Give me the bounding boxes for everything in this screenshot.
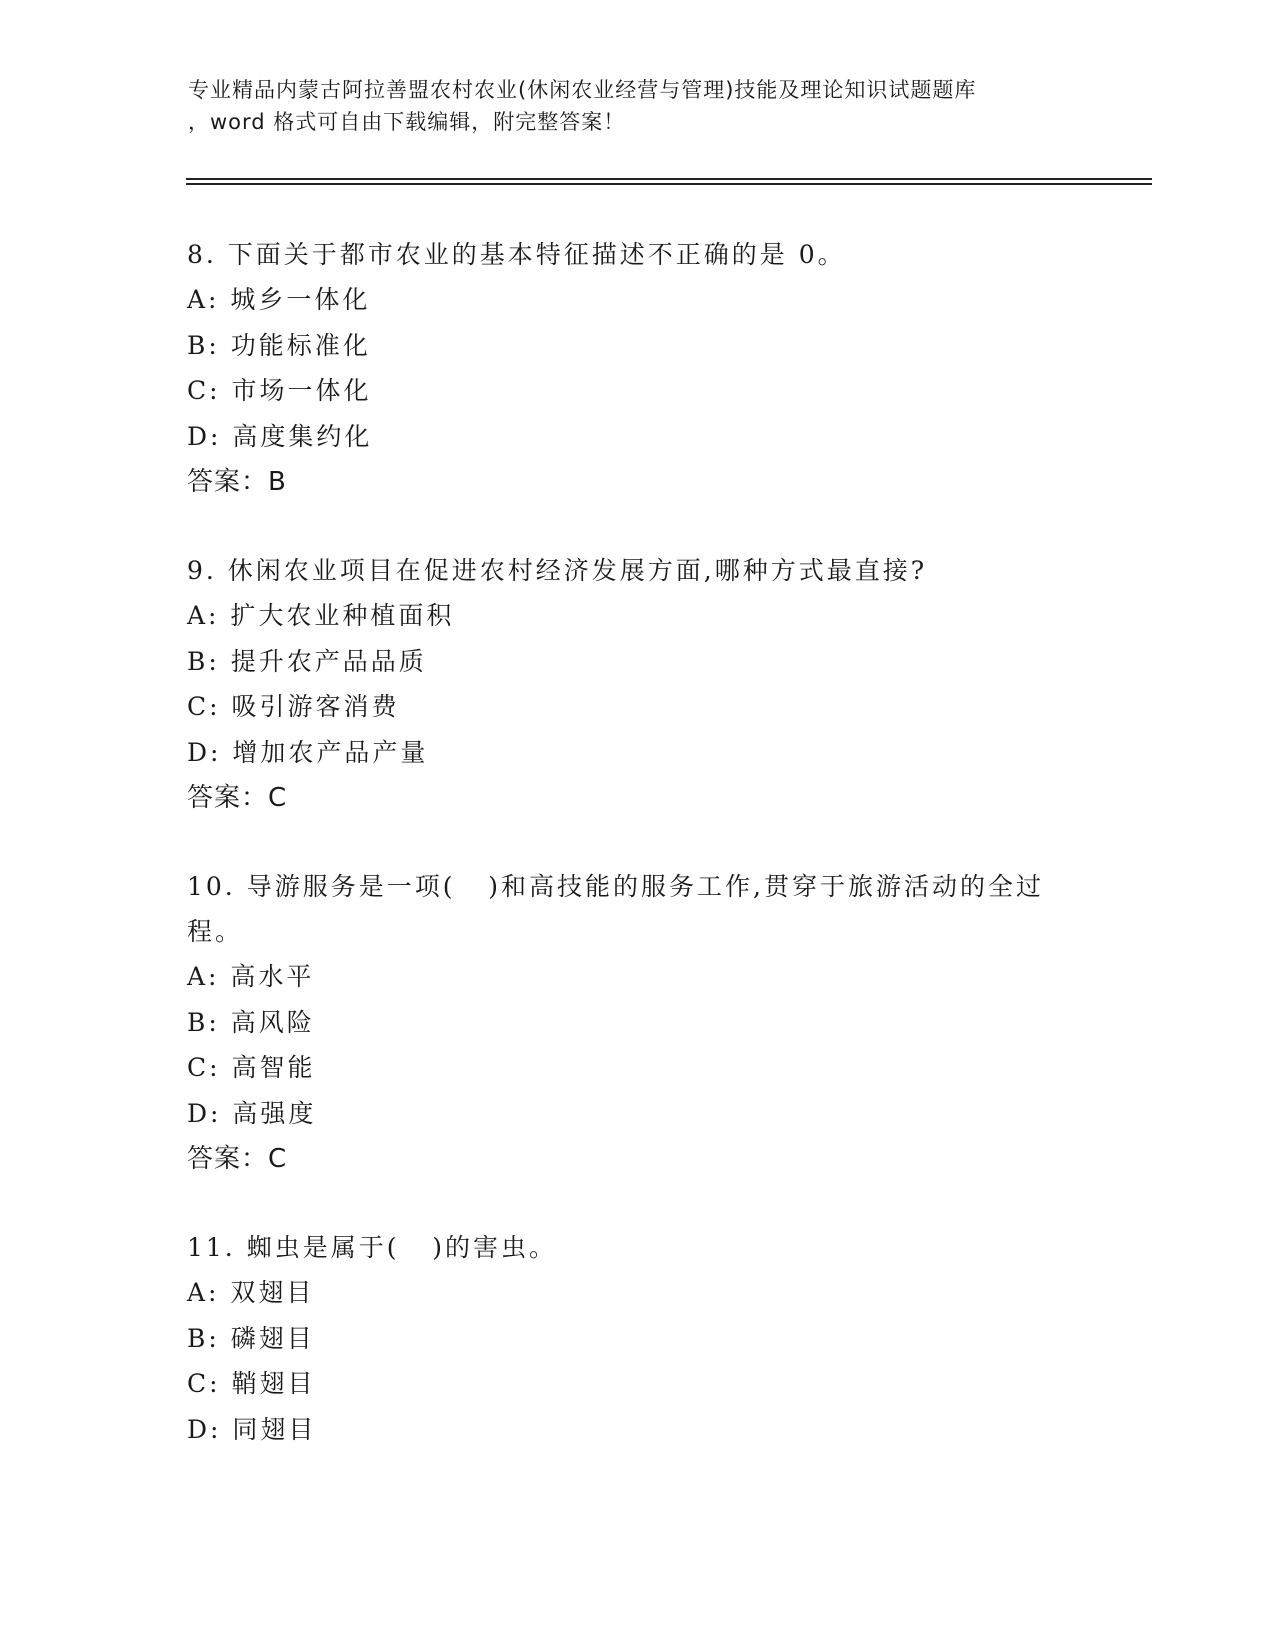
option-c: C: 高智能 [187, 1053, 316, 1082]
option-c: C: 鞘翅目 [187, 1369, 316, 1398]
option-a: A: 扩大农业种植面积 [187, 601, 455, 630]
option-c: C: 吸引游客消费 [187, 692, 400, 721]
header-title: 专业精品内蒙古阿拉善盟农村农业(休闲农业经营与管理)技能及理论知识试题题库 [188, 78, 977, 102]
option-d: D: 高强度 [187, 1098, 317, 1128]
option-b: B: 磷翅目 [187, 1323, 315, 1353]
answer: 答案：C [187, 1144, 288, 1174]
option-a: A: 高水平 [187, 962, 315, 991]
option-b: B: 提升农产品品质 [187, 646, 427, 676]
header-subtitle: ，word 格式可自由下载编辑，附完整答案！ [188, 110, 626, 134]
header-divider-top [186, 178, 1152, 180]
answer: 答案：B [187, 467, 287, 497]
question-9 [187, 548, 1107, 821]
question-text: 11. 蜘虫是属于( )的害虫。 [187, 1233, 558, 1262]
question-8 [187, 232, 1107, 505]
option-c: C: 市场一体化 [187, 376, 372, 405]
option-d: D: 同翅目 [187, 1414, 317, 1444]
option-a: A: 双翅目 [187, 1278, 315, 1307]
option-b: B: 高风险 [187, 1007, 315, 1037]
option-a: A: 城乡一体化 [187, 285, 371, 314]
question-10 [187, 864, 1107, 1182]
document-header [188, 74, 1148, 138]
question-text: 10. 导游服务是一项( )和高技能的服务工作,贯穿于旅游活动的全过程。 [187, 872, 1045, 946]
answer: 答案：C [187, 783, 288, 813]
question-text: 8. 下面关于都市农业的基本特征描述不正确的是 0。 [187, 240, 846, 269]
question-text: 9. 休闲农业项目在促进农村经济发展方面,哪种方式最直接? [187, 556, 928, 585]
option-d: D: 增加农产品产量 [187, 737, 429, 767]
option-b: B: 功能标准化 [187, 330, 371, 360]
question-11 [187, 1225, 1107, 1452]
header-divider-bottom [186, 183, 1152, 185]
option-d: D: 高度集约化 [187, 421, 373, 451]
